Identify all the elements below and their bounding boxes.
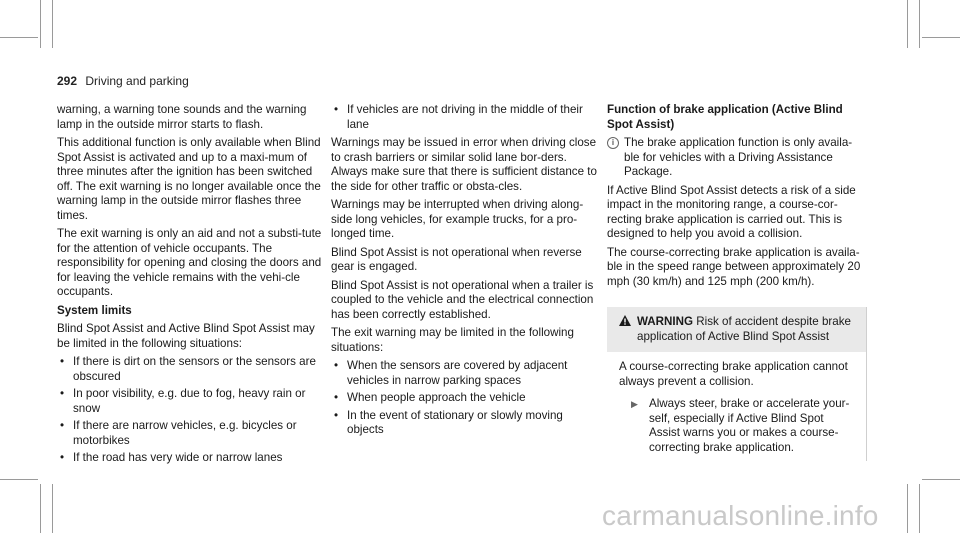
bullet-icon: •	[60, 355, 65, 368]
crop-mark	[0, 37, 38, 38]
warning-box	[607, 307, 867, 461]
warning-body	[607, 352, 866, 461]
section-title: Driving and parking	[85, 74, 189, 88]
paragraph: Blind Spot Assist and Active Blind Spot Assist may be limited in the following situations:	[57, 322, 315, 350]
bullet-icon: •	[334, 408, 339, 422]
paragraph: Blind Spot Assist is not operational when a trailer is coupled to the vehicle and the electrical connection has been correctly established.	[331, 278, 594, 321]
paragraph: warning, a warning tone sounds and the warning lamp in the outside mirror starts to flash.	[57, 103, 307, 131]
list-item: • If there is dirt on the sensors or the sensors are obscured	[60, 355, 316, 383]
paragraph: The course-correcting brake application is availa-ble in the speed range between approximately 20 mph (30 km/h) and 125 mph (200 km/h).	[607, 245, 861, 288]
arrow-right-icon: ▶	[631, 399, 638, 409]
list-item: • If there are narrow vehicles, e.g. bicycles or motorbikes	[60, 419, 297, 447]
bullet-icon: •	[60, 387, 65, 400]
bullet-icon: •	[60, 451, 65, 464]
section-heading: System limits	[57, 303, 132, 317]
crop-mark	[907, 484, 908, 533]
crop-mark	[922, 479, 960, 480]
list-item: • If vehicles are not driving in the middle of their lane	[334, 103, 583, 131]
paragraph: Blind Spot Assist is not operational when reverse gear is engaged.	[331, 245, 582, 273]
warning-header	[607, 307, 866, 352]
paragraph: The exit warning may be limited in the following situations:	[331, 326, 574, 354]
paragraph: The exit warning is only an aid and not a substi-tute for the attention of vehicle occupants. The responsibility for opening and closing the doors and for leaving the vehicle remains with the vehi-cle occupants.	[57, 227, 322, 298]
bullet-icon: •	[60, 419, 65, 432]
list-item: • When the sensors are covered by adjacent vehicles in narrow parking spaces	[334, 359, 568, 387]
bullet-icon: •	[334, 359, 339, 372]
warning-label: WARNING	[637, 315, 694, 328]
warning-triangle-icon	[619, 315, 637, 344]
paragraph: Warnings may be interrupted when driving along-side long vehicles, for example trucks, for a pro-longed time.	[331, 198, 584, 240]
crop-mark	[52, 484, 53, 533]
list-item: • If the road has very wide or narrow lanes	[60, 451, 283, 464]
crop-mark	[0, 479, 38, 480]
page-header	[57, 74, 189, 88]
column-middle	[331, 103, 599, 442]
info-note: i The brake application function is only availa-ble for vehicles with a Driving Assistance Package.	[607, 136, 867, 180]
watermark: carmanualsonline.info	[602, 500, 879, 531]
paragraph: This additional function is only available when Blind Spot Assist is activated and up to a maxi-mum of three minutes after the ignition has been switched off. The exit warning is no longer available once the warning lamp in the outside mirror flashes three times.	[57, 136, 321, 222]
list-item: • In poor visibility, e.g. due to fog, heavy rain or snow	[60, 387, 306, 415]
bullet-list	[57, 355, 325, 466]
bullet-list	[331, 359, 599, 438]
column-left	[57, 103, 325, 470]
column-right	[607, 103, 867, 461]
list-item: • When people approach the vehicle	[334, 391, 526, 404]
bullet-list	[331, 103, 599, 132]
warning-text: A course-correcting brake application cannot always prevent a collision.	[619, 360, 848, 388]
section-heading: Function of brake application (Active Blind Spot Assist)	[607, 103, 843, 131]
crop-mark	[52, 0, 53, 48]
list-item: • In the event of stationary or slowly moving objects	[334, 408, 563, 436]
paragraph: Warnings may be issued in error when driving close to crash barriers or similar solid lane bor-ders. Always make sure that there is sufficient distance to the side for other traffic or obsta-cles.	[331, 136, 597, 193]
paragraph: If Active Blind Spot Assist detects a risk of a side impact in the monitoring range, a course-cor-recting brake application is carried out. This is designed to help you avoid a collision.	[607, 183, 856, 240]
crop-mark	[40, 0, 41, 48]
warning-action: ▶ Always steer, brake or accelerate your-self, especially if Active Blind Spot Assist warns you or makes a course-correcting brake application.	[631, 397, 850, 454]
crop-mark	[919, 0, 920, 48]
crop-mark	[907, 0, 908, 48]
info-icon: i	[607, 137, 619, 149]
crop-mark	[922, 37, 960, 38]
bullet-icon: •	[334, 103, 339, 116]
warning-title: Risk of accident despite brake application of Active Blind Spot Assist	[637, 315, 851, 343]
crop-mark	[40, 484, 41, 533]
crop-mark	[919, 484, 920, 533]
bullet-icon: •	[334, 391, 339, 404]
page-number: 292	[57, 74, 78, 88]
